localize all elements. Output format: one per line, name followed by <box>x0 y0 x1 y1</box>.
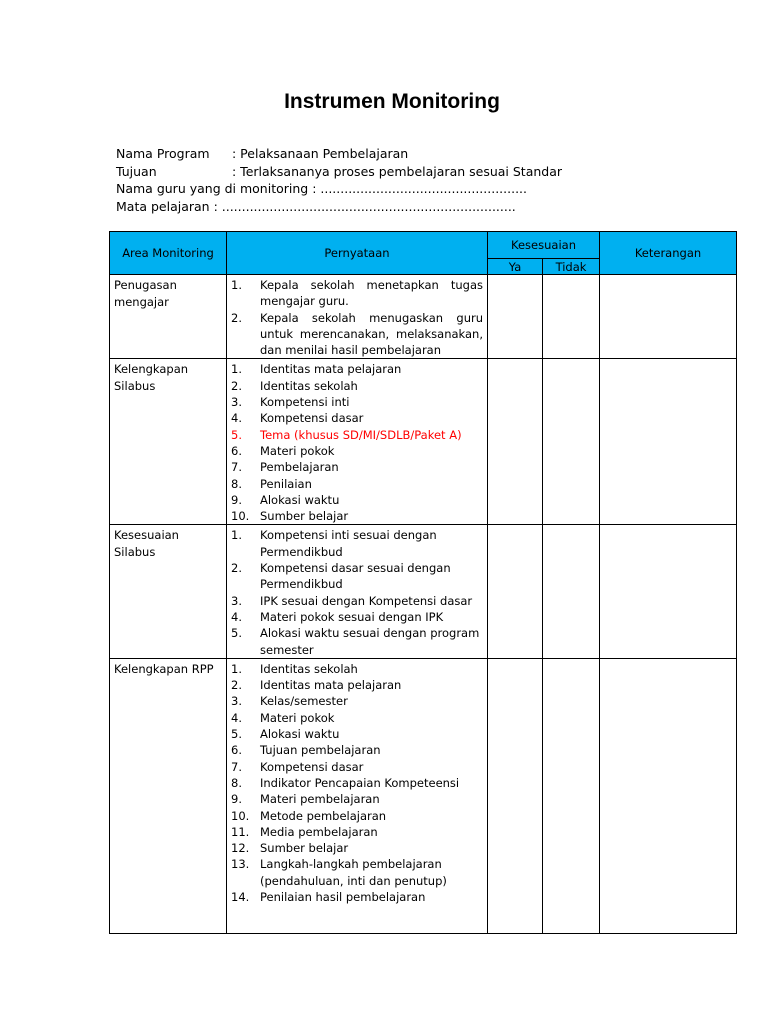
list-item <box>231 759 483 775</box>
list-item <box>231 726 483 742</box>
item-text: Materi pokok sesuai dengan IPK <box>260 609 444 624</box>
table-row <box>110 658 737 933</box>
item-text: Identitas mata pelajaran <box>260 362 402 377</box>
table-body <box>110 275 737 934</box>
list-item <box>231 677 483 693</box>
header-keterangan: Keterangan <box>600 232 737 275</box>
header-kesesuaian: Kesesuaian <box>488 232 600 259</box>
item-text: Kompetensi inti <box>260 395 350 410</box>
statement-cell <box>227 359 488 525</box>
list-item <box>231 791 483 807</box>
guru-row: Nama guru yang di monitoring : .................................................... <box>116 181 527 196</box>
item-text: Alokasi waktu <box>260 492 340 507</box>
item-number: 7. <box>231 460 242 475</box>
area-cell: Penugasan mengajar <box>110 275 227 359</box>
list-item <box>231 625 483 658</box>
item-text: Penilaian <box>260 476 312 491</box>
list-item <box>231 277 483 310</box>
area-cell: Kelengkapan Silabus <box>110 359 227 525</box>
item-text: Sumber belajar <box>260 841 349 856</box>
item-number: 4. <box>231 609 242 624</box>
list-item <box>231 808 483 824</box>
item-number: 3. <box>231 694 242 709</box>
mapel-row: Mata pelajaran : .......................................................................... <box>116 198 516 214</box>
area-cell: Kesesuaian Silabus <box>110 525 227 658</box>
list-item <box>231 661 483 677</box>
list-item <box>231 609 483 625</box>
item-text: Media pembelajaran <box>260 824 378 839</box>
tidak-cell[interactable] <box>543 658 600 933</box>
item-number: 2. <box>231 561 242 576</box>
list-item <box>231 775 483 791</box>
item-number: 10. <box>231 509 250 524</box>
item-text: Identitas sekolah <box>260 661 358 676</box>
statement-cell <box>227 658 488 933</box>
item-number: 1. <box>231 528 242 543</box>
item-number: 13. <box>231 857 250 872</box>
item-text: IPK sesuai dengan Kompetensi dasar <box>260 593 473 608</box>
list-item <box>231 394 483 410</box>
item-text: Kepala sekolah menugaskan guru untuk merencanakan, melaksanakan, dan menilai hasil pembelajaran <box>260 310 483 358</box>
item-text: Materi pokok <box>260 710 335 725</box>
item-number: 1. <box>231 362 242 377</box>
area-cell: Kelengkapan RPP <box>110 658 227 933</box>
tidak-cell[interactable] <box>543 525 600 658</box>
item-number: 2. <box>231 378 242 393</box>
program-value: : Pelaksanaan Pembelajaran <box>232 146 409 161</box>
list-item <box>231 410 483 426</box>
item-number: 9. <box>231 492 242 507</box>
list-item <box>231 361 483 377</box>
list-item <box>231 742 483 758</box>
statement-cell <box>227 525 488 658</box>
item-text: Kompetensi dasar <box>260 759 364 774</box>
header-pernyataan: Pernyataan <box>227 232 488 275</box>
item-number: 5. <box>231 427 242 442</box>
item-text: Identitas mata pelajaran <box>260 678 402 693</box>
item-text: Kompetensi dasar sesuai dengan Permendikbud <box>260 561 451 592</box>
tujuan-row <box>116 163 562 181</box>
ya-cell[interactable] <box>488 658 543 933</box>
list-item <box>231 310 483 359</box>
item-text: Kompetensi inti sesuai dengan Permendikbud <box>260 528 437 559</box>
item-number: 2. <box>231 678 242 693</box>
item-number: 10. <box>231 808 250 823</box>
statement-cell <box>227 275 488 359</box>
item-text: Materi pembelajaran <box>260 792 380 807</box>
keterangan-cell[interactable] <box>600 658 737 933</box>
keterangan-cell[interactable] <box>600 525 737 658</box>
statement-list <box>231 277 483 358</box>
list-item <box>231 508 483 524</box>
list-item <box>231 443 483 459</box>
tujuan-value: : Terlaksananya proses pembelajaran sesuai Standar <box>232 163 563 179</box>
program-row <box>116 145 562 163</box>
item-text: Pembelajaran <box>260 460 339 475</box>
list-item <box>231 889 483 905</box>
list-item <box>231 459 483 475</box>
item-number: 1. <box>231 278 242 292</box>
header-ya: Ya <box>488 259 543 275</box>
list-item <box>231 593 483 609</box>
item-text: Alokasi waktu <box>260 727 340 742</box>
list-item <box>231 427 483 443</box>
item-number: 9. <box>231 792 242 807</box>
tidak-cell[interactable] <box>543 275 600 359</box>
statement-list <box>231 361 483 524</box>
tidak-cell[interactable] <box>543 359 600 525</box>
item-number: 8. <box>231 775 242 790</box>
keterangan-cell[interactable] <box>600 359 737 525</box>
item-number: 4. <box>231 710 242 725</box>
table-row <box>110 359 737 525</box>
program-label: Nama Program <box>116 146 210 161</box>
item-number: 5. <box>231 727 242 742</box>
item-number: 4. <box>231 411 242 426</box>
item-number: 6. <box>231 443 242 458</box>
item-number: 12. <box>231 841 250 856</box>
item-number: 2. <box>231 310 242 325</box>
item-number: 8. <box>231 476 242 491</box>
page-title: Instrumen Monitoring <box>284 90 500 113</box>
item-text: Indikator Pencapaian Kompeteensi <box>260 775 460 790</box>
tujuan-label: Tujuan <box>116 163 157 179</box>
list-item <box>231 476 483 492</box>
item-number: 14. <box>231 890 250 905</box>
list-item <box>231 824 483 840</box>
item-text: Alokasi waktu sesuai dengan program semester <box>260 626 480 657</box>
monitoring-table <box>109 231 737 934</box>
statement-list <box>231 527 483 657</box>
item-text: Identitas sekolah <box>260 378 358 393</box>
list-item <box>231 527 483 560</box>
item-text: Tema (khusus SD/MI/SDLB/Paket A) <box>260 427 462 442</box>
item-text: Sumber belajar <box>260 509 349 524</box>
item-text: Langkah-langkah pembelajaran (pendahuluan, inti dan penutup) <box>260 857 447 888</box>
table-row <box>110 525 737 658</box>
item-text: Tujuan pembelajaran <box>260 743 381 758</box>
list-item <box>231 560 483 593</box>
ya-cell[interactable] <box>488 359 543 525</box>
item-number: 3. <box>231 395 242 410</box>
item-number: 11. <box>231 824 250 839</box>
list-item <box>231 378 483 394</box>
item-text: Materi pokok <box>260 443 335 458</box>
table-row <box>110 275 737 359</box>
ya-cell[interactable] <box>488 275 543 359</box>
list-item <box>231 840 483 856</box>
item-number: 3. <box>231 593 242 608</box>
header-area: Area Monitoring <box>110 232 227 275</box>
list-item <box>231 492 483 508</box>
item-text: Penilaian hasil pembelajaran <box>260 890 426 905</box>
item-text: Kelas/semester <box>260 694 348 709</box>
item-text: Kepala sekolah menetapkan tugas mengajar guru. <box>260 278 483 309</box>
ya-cell[interactable] <box>488 525 543 658</box>
statement-list <box>231 661 483 905</box>
item-number: 1. <box>231 661 242 676</box>
list-item <box>231 693 483 709</box>
item-number: 5. <box>231 626 242 641</box>
list-item <box>231 710 483 726</box>
info-block <box>116 145 562 215</box>
item-number: 6. <box>231 743 242 758</box>
header-tidak: Tidak <box>543 259 600 275</box>
list-item <box>231 856 483 889</box>
keterangan-cell[interactable] <box>600 275 737 359</box>
item-number: 7. <box>231 759 242 774</box>
item-text: Metode pembelajaran <box>260 808 387 823</box>
item-text: Kompetensi dasar <box>260 411 364 426</box>
